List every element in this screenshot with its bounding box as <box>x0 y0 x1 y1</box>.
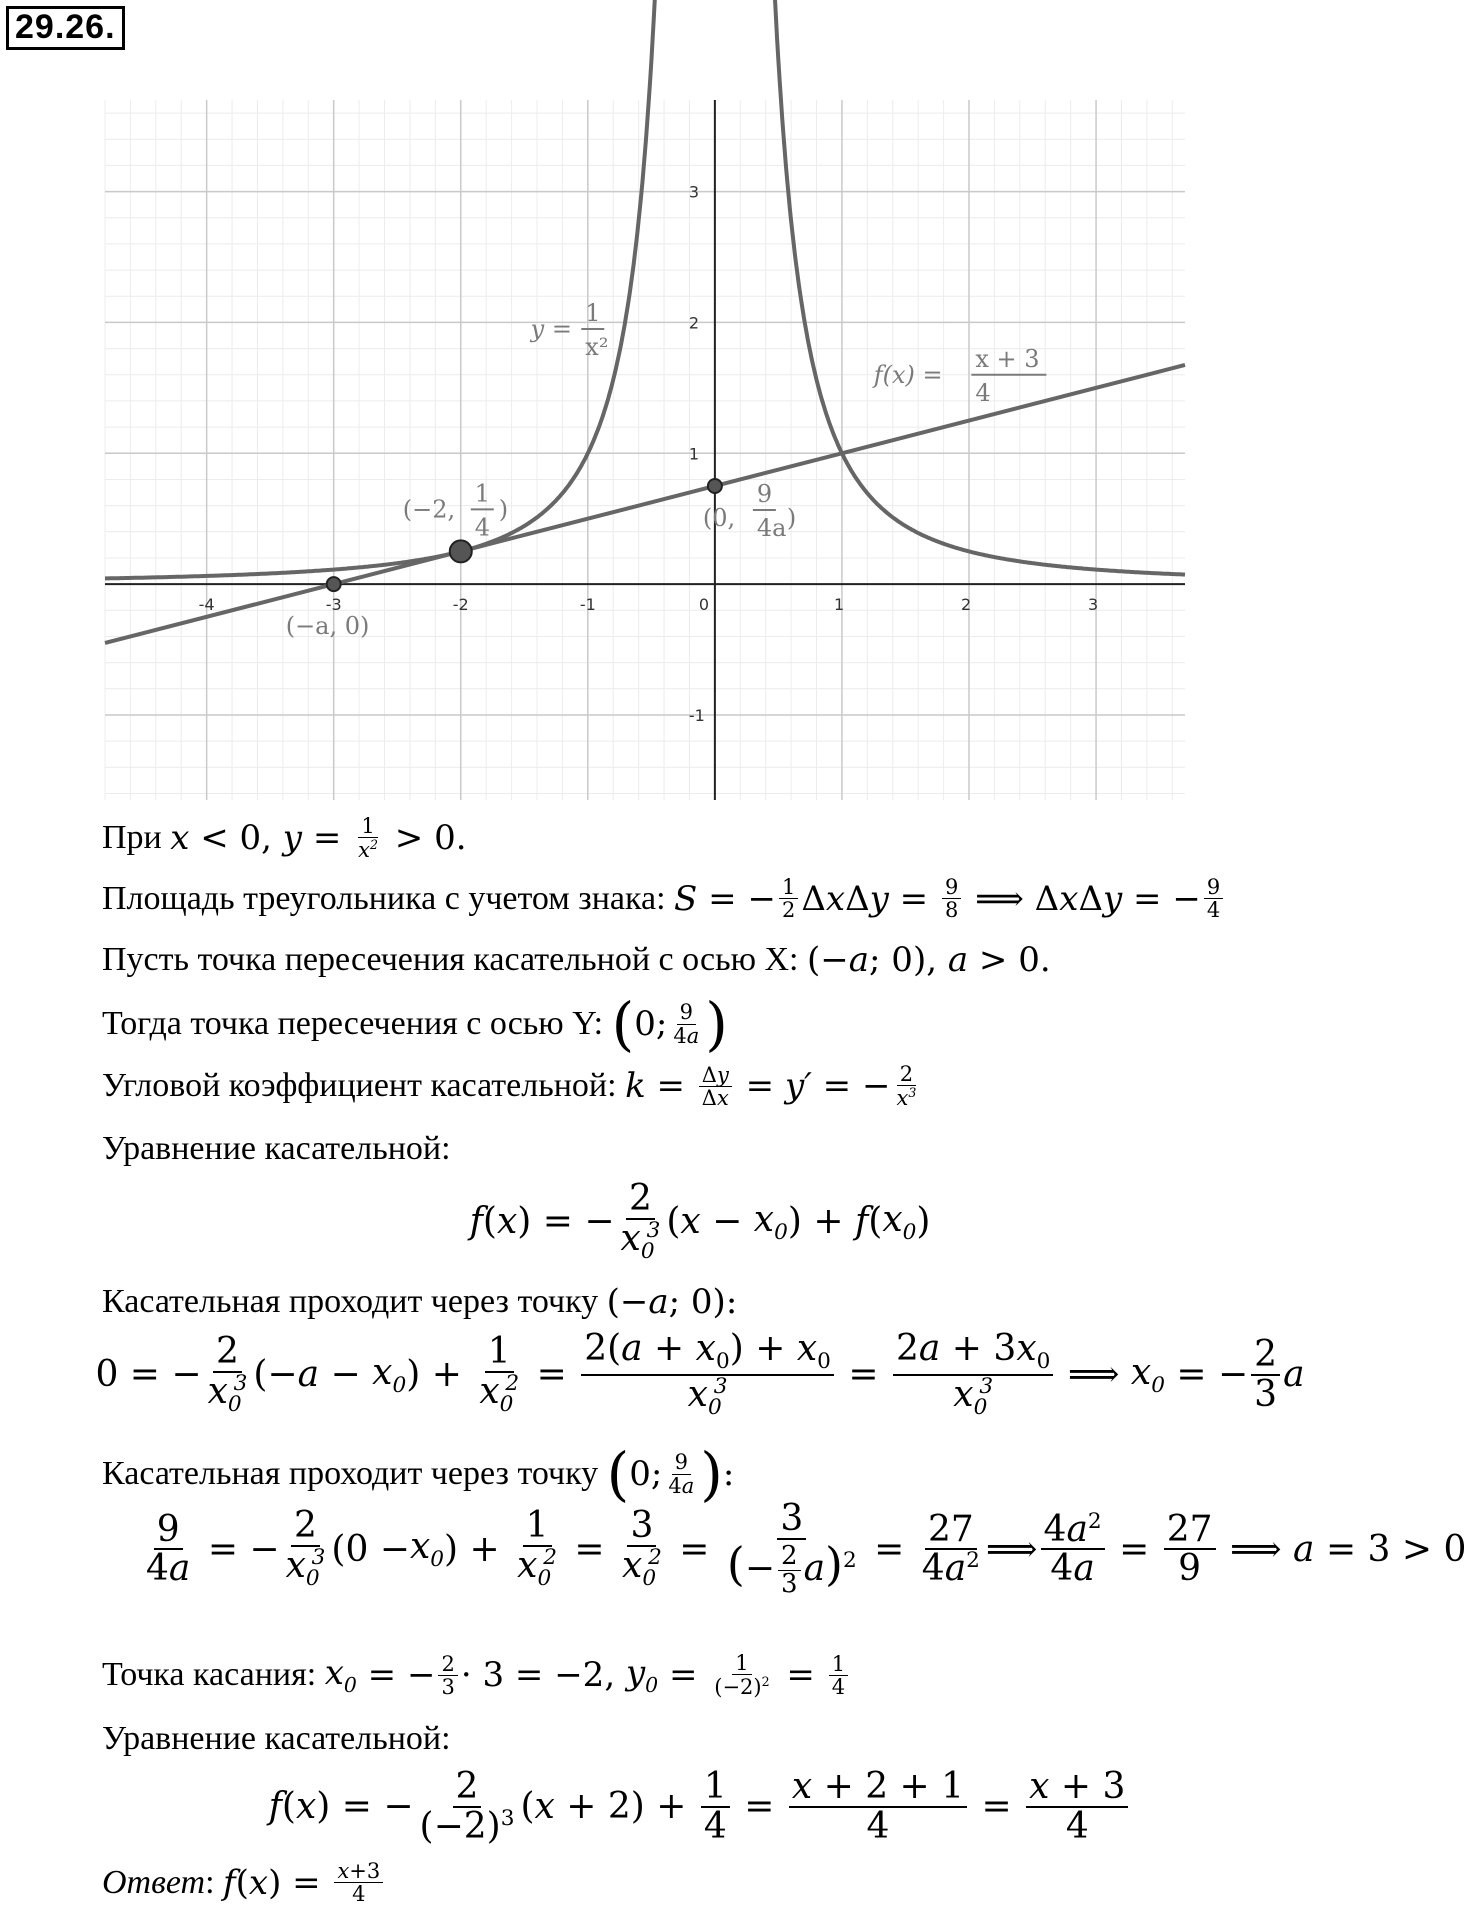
equation-tangent-general: f ( x ) = − $\frac{2}{x_0^3}$ ( x − $x_0$ ) + f ( $x_0$ ) <box>469 1178 931 1264</box>
x-tick-label: -2 <box>452 595 469 615</box>
line-3: Пусть точка пересечения касательной с осью X: (− a ; 0), a > 0. <box>102 940 1051 980</box>
label-curve-frac-num: 1 <box>585 298 601 327</box>
axes <box>105 100 1185 800</box>
grid-minor <box>105 100 1185 800</box>
line-1: При x < 0, y = $\frac{1}{x^2}$ > 0. <box>102 814 467 863</box>
y-tick-label: 2 <box>688 313 700 333</box>
equation-through-x: 0 = − $\frac{2}{x_0^3}$ (− a − $x_0$ ) + $\frac{1}{x_0^2}$ = $\frac{2(a + x_0) + x_0}{x_0^3}$ = $\frac{2a + 3x_0}{x_0^3}$ ⟹ $x_0$ = − $\frac{2}{3}$ a <box>95 1328 1305 1421</box>
graph-labels <box>286 299 1047 640</box>
x-tick-label: -4 <box>198 595 215 615</box>
label-line-lhs: f(x) = <box>873 360 943 389</box>
x-tick-label: 2 <box>961 595 972 615</box>
curve-hyperbola-right <box>747 0 1185 575</box>
function-graph <box>105 100 1185 800</box>
line-4: Тогда точка пересечения с осью Y: ( 0; $\frac{9}{4a}$ ) <box>102 990 728 1058</box>
tangent-line <box>105 365 1185 643</box>
label-curve-frac-den: x² <box>585 332 609 361</box>
answer: Ответ : f ( x ) = $\frac{x+3}{4}$ <box>102 1860 386 1905</box>
point-marker <box>327 577 341 591</box>
curves <box>105 0 1185 643</box>
label-point-tangency: (−2, <box>402 495 456 524</box>
label-tangency-frac-num: 1 <box>474 479 491 508</box>
line-5: Угловой коэффициент касательной: k = $\frac{\Delta y}{\Delta x}$ = y′ = − $\frac{2}{x^3}$ <box>102 1062 917 1111</box>
y-tick-label: 1 <box>688 444 700 464</box>
curve-hyperbola-left <box>105 0 683 578</box>
label-line-frac-den: 4 <box>975 378 991 407</box>
equation-tangent-final: f ( x ) = − $\frac{2}{(-2)^3}$ ( x + 2) + $\frac{1}{4}$ = $\frac{x + 2 + 1}{4}$ = $\frac{x + 3}{4}$ <box>0 1768 1400 1846</box>
x-tick-label: -1 <box>579 595 596 615</box>
line-13: Уравнение касательной: <box>102 1720 451 1757</box>
equation-through-y: $\frac{9}{4a}$ = − $\frac{2}{x_0^3}$ (0 − $x_0$ ) + $\frac{1}{x_0^2}$ = $\frac{3}{x_0^2}$ = 3 (− $\frac{2}{3}$ a)$^2$ = $\frac{27}{4a^2}$ ⟹ $\frac{4a^2}{4a}$ = $\frac{27}{9}$ ⟹ a = 3 > 0 <box>146 1498 1466 1600</box>
label-curve-lhs: y = <box>530 314 572 343</box>
x-tick-label: -3 <box>325 595 342 615</box>
y-tick-label: -1 <box>688 705 705 725</box>
label-point-y-intercept: (0, <box>702 503 736 532</box>
x-tick-label: 1 <box>833 595 845 615</box>
y-tick-label: 3 <box>688 182 700 202</box>
line-2: Площадь треугольника с учетом знака: S = − $\frac{1}{2}$ Δ x Δ y = $\frac{9}{8}$ ⟹ Δ x Δ y = − $\frac{9}{4}$ <box>102 876 1226 921</box>
point-marker <box>450 540 472 562</box>
label-line-frac-num: x + 3 <box>975 344 1040 373</box>
grid-major <box>105 100 1185 800</box>
label-point-tangency-close: ) <box>498 495 509 524</box>
problem-number: 29.26. <box>6 6 125 50</box>
label-point-y-intercept-close: ) <box>786 503 797 532</box>
label-tangency-frac-den: 4 <box>474 513 491 542</box>
line-12: Точка касания: $x_0$ = − $\frac{2}{3}$ · 3 = −2, $y_0$ = $\frac{1}{(-2)^2}$ = $\frac{1}{4}$ <box>102 1652 851 1698</box>
line-10: Касательная проходит через точку ( 0; $\frac{9}{4a}$ ) : <box>102 1440 735 1508</box>
x-tick-label: 3 <box>1088 595 1099 615</box>
label-y-intercept-frac-num: 9 <box>756 479 773 508</box>
label-y-intercept-frac-den: 4a <box>756 513 787 542</box>
point-marker <box>708 479 722 493</box>
line-8: Касательная проходит через точку (− a ; 0): <box>102 1282 738 1322</box>
x-tick-label: 0 <box>698 595 710 615</box>
label-point-x-intercept: (−a, 0) <box>285 612 370 641</box>
line-6: Уравнение касательной: <box>102 1130 451 1167</box>
